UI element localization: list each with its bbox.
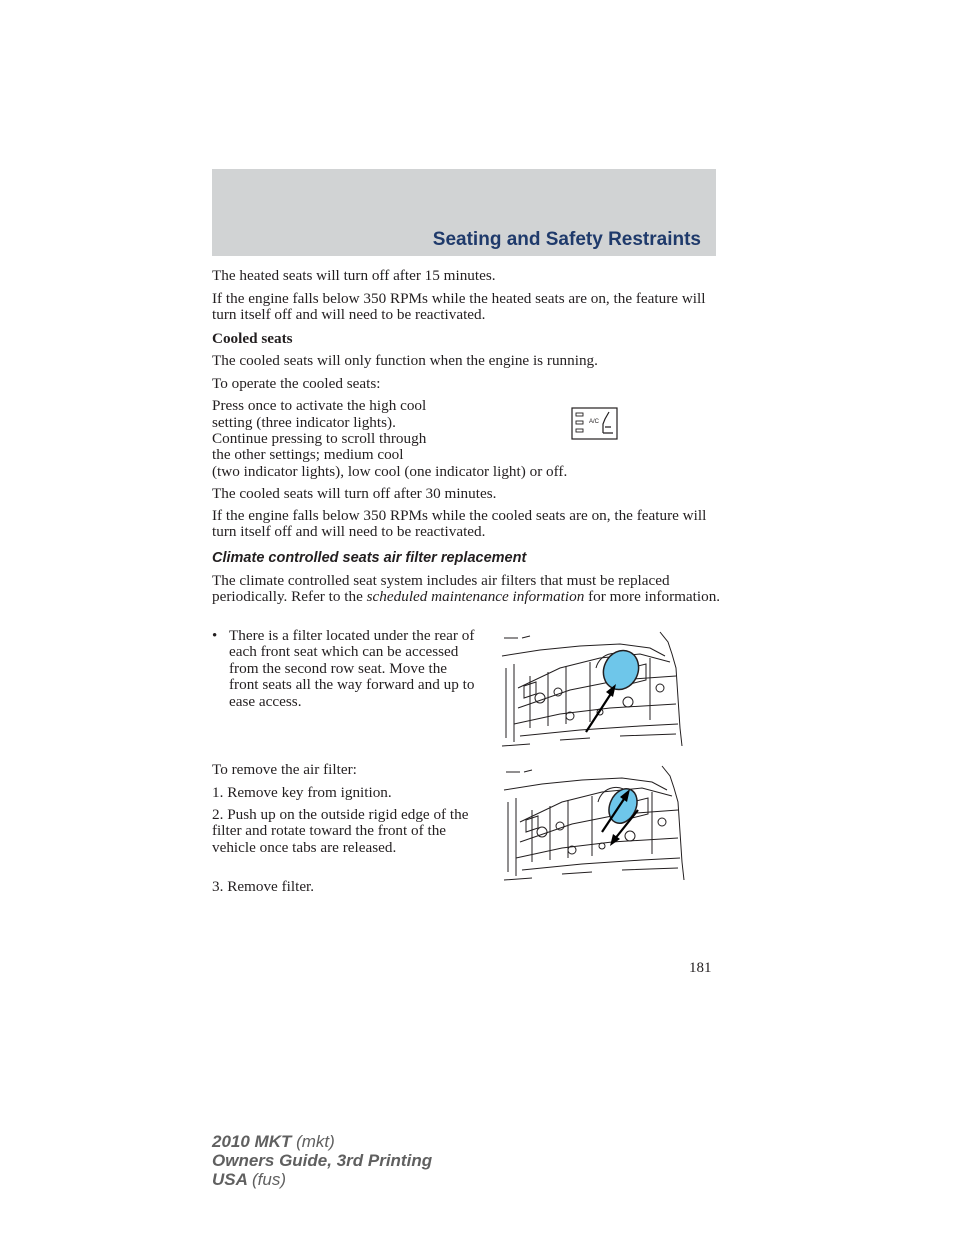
press-line: setting (three indicator lights). <box>212 413 396 431</box>
operate-intro-text: To operate the cooled seats: <box>212 375 381 392</box>
footer-model: 2010 MKT <box>212 1132 292 1151</box>
footer-line-2: Owners Guide, 3rd Printing <box>212 1151 433 1170</box>
heated-off-text: The heated seats will turn off after 15 minutes. <box>212 267 496 284</box>
footer-model-code: (mkt) <box>296 1132 335 1151</box>
cooled-seat-button-icon <box>571 407 619 441</box>
bullet-marker: • <box>212 628 218 644</box>
filter-intro-a: The climate controlled seat system includes air filters that must be replaced periodically. Refer to the <box>212 572 670 606</box>
step-2: 2. Push up on the outside rigid edge of the filter and rotate toward the front of the vehicle once tabs are released. <box>212 806 469 856</box>
cooled-seats-heading: Cooled seats <box>212 330 293 347</box>
section-header-band <box>212 169 716 256</box>
maintenance-reference: scheduled maintenance information <box>366 588 585 606</box>
filter-intro-b: for more information. <box>584 588 721 606</box>
footer-market: USA <box>212 1170 248 1189</box>
heated-rpm-text: If the engine falls below 350 RPMs while the heated seats are on, the feature will turn itself off and will need to be reactivated. <box>212 290 706 324</box>
press-line: the other settings; medium cool <box>212 446 404 463</box>
page-number: 181 <box>689 960 712 976</box>
cooled-off-text: The cooled seats will turn off after 30 minutes. <box>212 485 497 502</box>
filter-location-illustration <box>500 628 684 750</box>
press-line: Continue pressing to scroll through <box>212 430 427 447</box>
press-line: Press once to activate the high cool <box>212 397 427 414</box>
press-line: (two indicator lights), low cool (one indicator light) or off. <box>212 462 568 480</box>
filter-location-bullet: There is a filter located under the rear of each front seat which can be accessed from the second row seat. Move the front seats all the way forward and up to ease access. <box>229 627 475 710</box>
filter-heading: Climate controlled seats air filter replacement <box>212 550 527 566</box>
ac-label: A/C <box>589 419 600 425</box>
footer-market-code: (fus) <box>252 1170 286 1189</box>
step-3: 3. Remove filter. <box>212 878 315 895</box>
remove-intro-text: To remove the air filter: <box>212 761 357 778</box>
filter-intro-text <box>212 573 722 606</box>
step-1: 1. Remove key from ignition. <box>212 784 392 801</box>
cooled-engine-text: The cooled seats will only function when the engine is running. <box>212 352 598 369</box>
cooled-rpm-text: If the engine falls below 350 RPMs while the cooled seats are on, the feature will turn itself off and will need to be reactivated. <box>212 507 707 541</box>
footer-line-1 <box>212 1132 432 1151</box>
footer <box>212 1132 432 1189</box>
section-title: Seating and Safety Restraints <box>432 229 701 250</box>
filter-removal-illustration <box>502 762 686 884</box>
footer-line-3 <box>212 1170 432 1189</box>
